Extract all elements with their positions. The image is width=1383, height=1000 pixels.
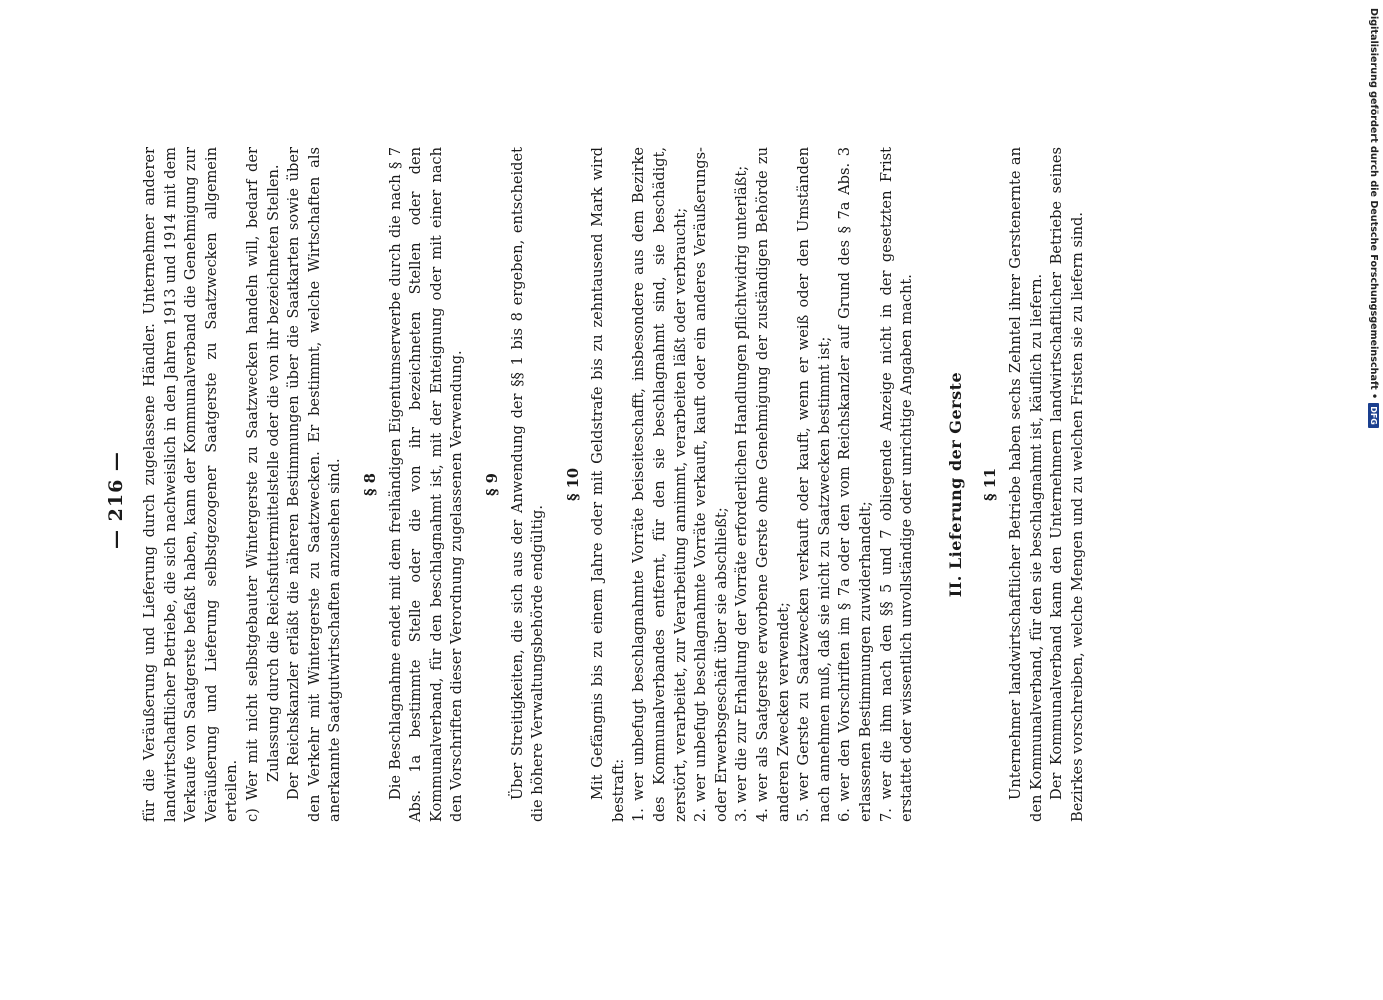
section-heading: § 10 (564, 467, 582, 502)
list-item: 6. wer den Vorschriften im § 7a oder den vom Reichskanzler auf Grund des § 7a Abs. 3 erlassenen Bestimmungen zuwiderhandelt; (836, 147, 874, 822)
list-item: 2. wer unbefugt beschlagnahmte Vorräte verkauft, kauft oder ein anderes Veräußerungs- oder Erwerbsgeschäft über sie abschließt; (692, 147, 730, 822)
paragraph: Über Streitigkeiten, die sich aus der Anwendung der §§ 1 bis 8 ergeben, entscheidet die höhere Verwaltungsbehörde endgültig. (508, 147, 547, 822)
list-item: 5. wer Gerste zu Saatzwecken verkauft oder kauft, wenn er weiß oder den Umständen nach annehmen muß, daß sie nicht zu Saatzwecken bestimmt ist; (795, 147, 833, 822)
section-heading: § 9 (483, 473, 501, 496)
section-heading: § 11 (982, 467, 1000, 502)
list-item: 1. wer unbefugt beschlagnahmte Vorräte beiseiteschafft, insbesondere aus dem Bezirke des Kommunalverbandes entfernt, für den sie beschlagnahmt sind, sie beschädigt, zerstört, verarbeitet, zur Verarbeitung annimmt, verarbeiten läßt oder verbraucht; (630, 147, 689, 822)
digitization-credit (1365, 8, 1383, 425)
page-number: — 216 — (105, 451, 127, 549)
paragraph: für die Veräußerung und Lieferung durch zugelassene Händler. Unternehmer anderer landwirtschaftlicher Betriebe, die sich nachweislich in den Jahren 1913 und 1914 mit dem Verkaufe von Saatgerste befaßt haben, kann der Kommunalverband die Genehmigung zur Veräußerung und Lieferung selbstgezogener Saatgerste zu Saatzwecken allgemein erteilen. (141, 147, 241, 822)
chapter-heading: II. Lieferung der Gerste (945, 371, 965, 598)
credit-text: Digitalisierung gefördert durch die Deutsche Forschungsgemeinschaft • (1368, 8, 1380, 400)
list-item: 3. wer die zur Erhaltung der Vorräte erforderlichen Handlungen pflichtwidrig unterläßt; (733, 165, 751, 822)
paragraph: Die Beschlagnahme endet mit dem freihändigen Eigentumserwerbe durch die nach § 7 Abs. 1a bestimmte Stelle oder die von ihr bezeichneten Stellen oder den Kommunalverband, für den beschlagnahmt ist, mit der Enteignung oder mit einer nach den Vorschriften dieser Verordnung zugelassenen Verwendung. (386, 147, 466, 822)
dfg-logo: DFG (1369, 403, 1380, 428)
page-text (140, 147, 1088, 822)
paragraph: Der Reichskanzler erläßt die näheren Bestimmungen über die Saatkarten sowie über den Verkehr mit Wintergerste zu Saatzwecken. Er bestimmt, welche Wirtschaften als anerkannte Saatgutwirtschaften anzusehen sind. (285, 147, 344, 822)
list-item: 4. wer als Saatgerste erworbene Gerste ohne Genehmigung der zuständigen Behörde zu anderen Zwecken verwendet; (754, 147, 792, 822)
paragraph: Unternehmer landwirtschaftlicher Betriebe haben sechs Zehntel ihrer Gerstenernte an den Kommunalverband, für den sie beschlagnahmt ist, käuflich zu liefern. (1006, 147, 1045, 822)
list-item: 7. wer die ihm nach den §§ 5 und 7 obliegende Anzeige nicht in der gesetzten Frist erstattet oder wissentlich unvollständige oder unrichtige Angaben macht. (877, 147, 916, 822)
paragraph: Mit Gefängnis bis zu einem Jahre oder mit Geldstrafe bis zu zehntausend Mark wird bestraft: (589, 147, 627, 822)
paragraph: Der Kommunalverband kann den Unternehmern landwirtschaftlicher Betriebe seines Bezirkes vorschreiben, welche Mengen und zu welchen Fristen sie zu liefern sind. (1048, 147, 1086, 822)
section-heading: § 8 (361, 473, 379, 496)
hanging-paragraph: c) Wer mit nicht selbstgebauter Wintergerste zu Saatzwecken handeln will, bedarf der Zulassung durch die Reichsfuttermittelstelle oder die von ihr bezeichneten Stellen. (243, 147, 282, 822)
